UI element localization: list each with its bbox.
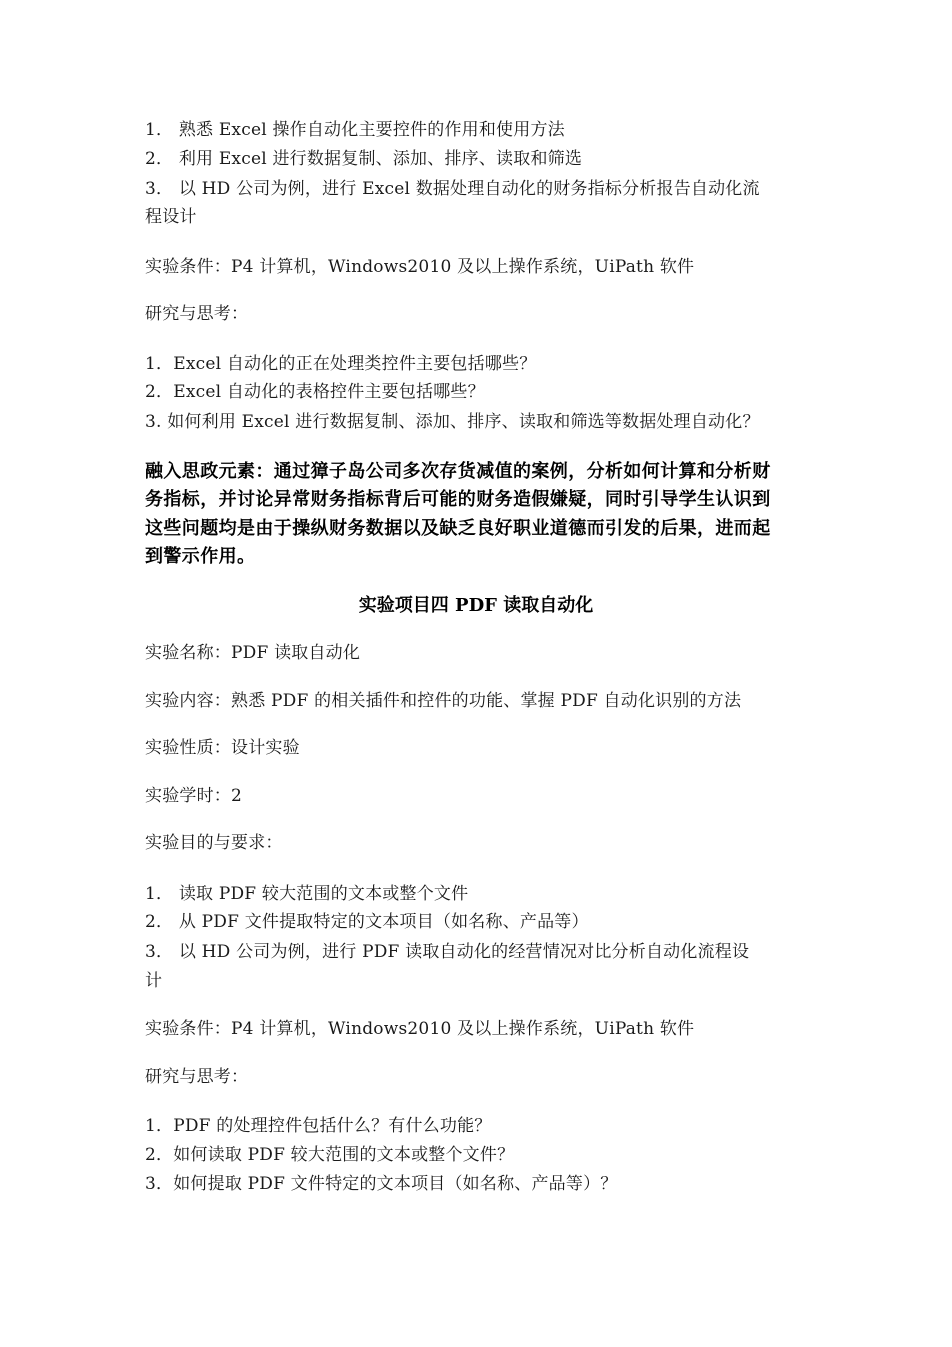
goal-item: 1． 熟悉 Excel 操作自动化主要控件的作用和使用方法	[145, 120, 565, 140]
goal-item: 3． 以 HD 公司为例，进行 Excel 数据处理自动化的财务指标分析报告自动化流	[145, 179, 760, 199]
research-question: 1．Excel 自动化的正在处理类控件主要包括哪些？	[145, 354, 537, 374]
research-question: 3. 如何利用 Excel 进行数据复制、添加、排序、读取和筛选等数据处理自动化？	[145, 412, 760, 432]
experiment-nature: 实验性质：设计实验	[145, 738, 300, 758]
experiment-conditions: 实验条件：P4 计算机，Windows2010 及以上操作系统，UiPath 软件	[145, 257, 695, 277]
goal-item: 3． 以 HD 公司为例，进行 PDF 读取自动化的经营情况对比分析自动化流程设	[145, 942, 750, 962]
experiment-hours: 实验学时：2	[145, 786, 243, 806]
research-question: 3．如何提取 PDF 文件特定的文本项目（如名称、产品等）？	[145, 1174, 618, 1194]
research-heading: 研究与思考：	[145, 1067, 249, 1087]
ideology-paragraph-line: 这些问题均是由于操纵财务数据以及缺乏良好职业道德而引发的后果，进而起	[145, 518, 771, 539]
research-heading: 研究与思考：	[145, 304, 249, 324]
goal-item: 2． 利用 Excel 进行数据复制、添加、排序、读取和筛选	[145, 149, 583, 169]
experiment-conditions: 实验条件：P4 计算机，Windows2010 及以上操作系统，UiPath 软件	[145, 1019, 695, 1039]
goal-item-continued: 计	[145, 971, 163, 991]
ideology-paragraph-line: 融入思政元素：通过獐子岛公司多次存货减值的案例，分析如何计算和分析财	[145, 461, 771, 482]
goal-item: 1． 读取 PDF 较大范围的文本或整个文件	[145, 884, 469, 904]
experiment-content: 实验内容：熟悉 PDF 的相关插件和控件的功能、掌握 PDF 自动化识别的方法	[145, 691, 742, 711]
goals-heading: 实验目的与要求：	[145, 833, 283, 853]
ideology-paragraph-line: 务指标，并讨论异常财务指标背后可能的财务造假嫌疑，同时引导学生认识到	[145, 489, 771, 510]
ideology-paragraph-line: 到警示作用。	[145, 546, 256, 567]
goal-item: 2． 从 PDF 文件提取特定的文本项目（如名称、产品等）	[145, 912, 589, 932]
research-question: 1．PDF 的处理控件包括什么？有什么功能？	[145, 1116, 492, 1136]
experiment-name: 实验名称：PDF 读取自动化	[145, 643, 361, 663]
research-question: 2．如何读取 PDF 较大范围的文本或整个文件？	[145, 1145, 515, 1165]
research-question: 2．Excel 自动化的表格控件主要包括哪些？	[145, 382, 485, 402]
section-title: 实验项目四 PDF 读取自动化	[358, 595, 594, 616]
goal-item-continued: 程设计	[145, 207, 197, 227]
